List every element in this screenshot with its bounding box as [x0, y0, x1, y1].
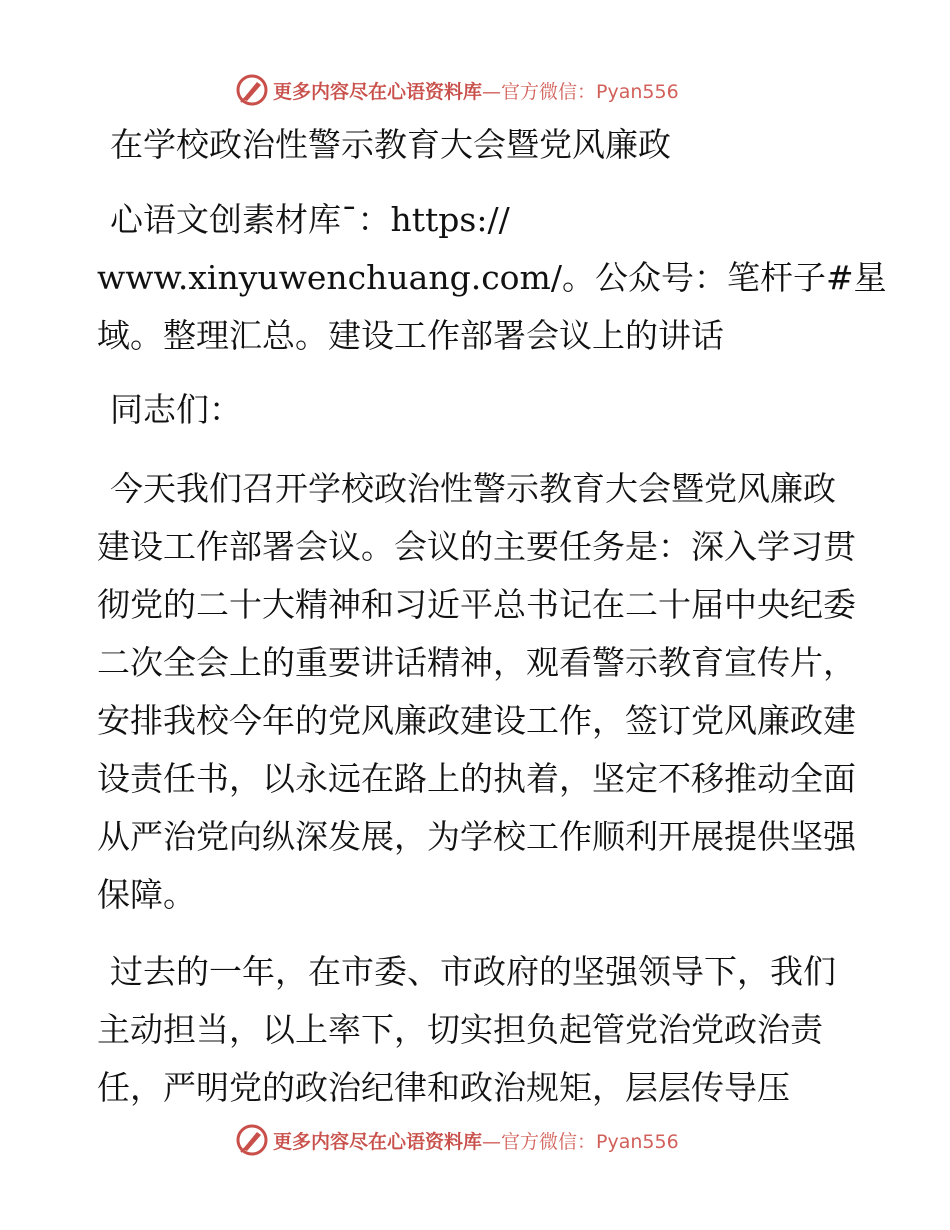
watermark-suffix: 官方微信：Pyan556: [501, 1130, 679, 1153]
paragraph-2: 过去的一年，在市委、市政府的坚强领导下，我们主动担当，以上率下，切实担负起管党治党政治责任，严明党的政治纪律和政治规矩，层层传导压: [97, 952, 836, 1107]
quill-logo-icon: [235, 73, 269, 107]
watermark-brand: 更多内容尽在心语资料库: [273, 1130, 483, 1153]
source-line-2: www.xinyuwenchuang.com/。公众号：笔杆子#星: [97, 258, 887, 297]
salutation: 同志们：: [110, 390, 242, 429]
source-line-3: 域。整理汇总。建设工作部署会议上的讲话: [97, 316, 724, 355]
watermark-brand: 更多内容尽在心语资料库: [273, 80, 483, 103]
watermark-banner-top: [235, 72, 679, 108]
watermark-banner-bottom: [235, 1122, 679, 1158]
source-line-1: 心语文创素材库¯：https://: [110, 200, 510, 239]
document-title: 在学校政治性警示教育大会暨党风廉政: [110, 125, 671, 164]
watermark-separator: —: [482, 80, 502, 103]
quill-logo-icon: [235, 1123, 269, 1157]
watermark-suffix: 官方微信：Pyan556: [501, 80, 679, 103]
paragraph-1: 今天我们召开学校政治性警示教育大会暨党风廉政建设工作部署会议。会议的主要任务是：深入学习贯彻党的二十大精神和习近平总书记在二十届中央纪委二次全会上的重要讲话精神，观看警示教育宣传片，安排我校今年的党风廉政建设工作，签订党风廉政建设责任书，以永远在路上的执着，坚定不移推动全面从严治党向纵深发展，为学校工作顺利开展提供坚强保障。: [97, 469, 856, 914]
watermark-separator: —: [482, 1130, 502, 1153]
